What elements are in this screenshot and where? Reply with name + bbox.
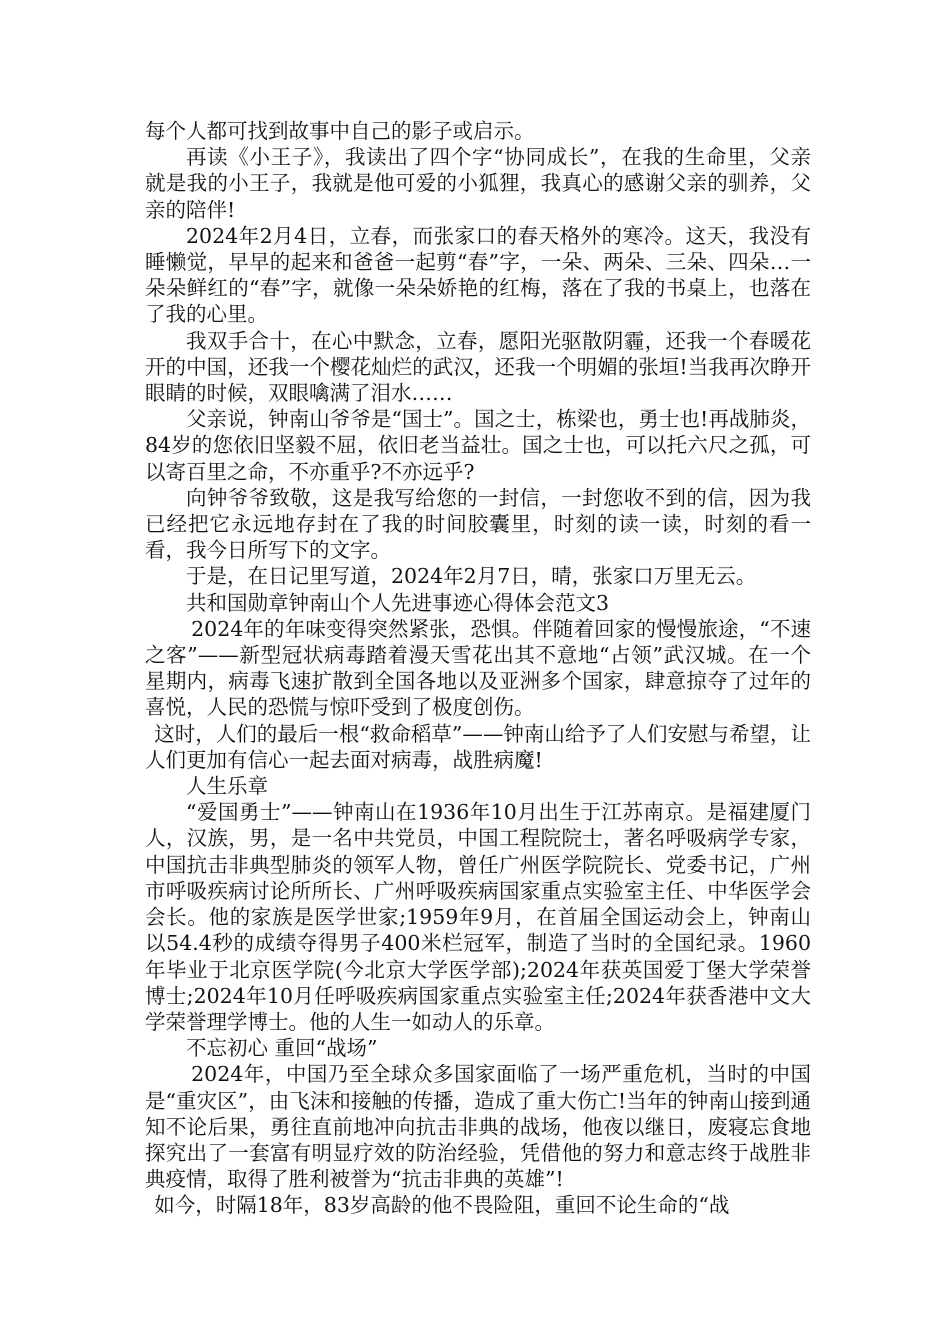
paragraph: 如今，时隔18年，83岁高龄的他不畏险阻，重回不论生命的“战 [154, 1193, 730, 1218]
section-heading: 共和国勋章钟南山个人先进事迹心得体会范文3 [186, 590, 610, 615]
paragraph: 再读《小王子》，我读出了四个字“协同成长”，在我的生命里，父亲就是我的小王子，我就是他可爱的小狐狸，我真心的感谢父亲的驯养，父亲的陪伴! [145, 145, 811, 222]
paragraph: 我双手合十，在心中默念，立春，愿阳光驱散阴霾，还我一个春暖花开的中国，还我一个樱花灿烂的武汉，还我一个明媚的张垣!当我再次睁开眼睛的时候，双眼噙满了泪水…… [145, 328, 811, 406]
subheading: 人生乐章 [186, 774, 268, 799]
paragraph: “爱国勇士”——钟南山在1936年10月出生于江苏南京。是福建厦门人，汉族，男，是一名中共党员，中国工程院院士，著名呼吸病学专家，中国抗击非典型肺炎的领军人物，曾任广州医学院院长、党委书记，广州市呼吸疾病讨论所所长、广州呼吸疾病国家重点实验室主任、中华医学会会长。他的家族是医学世家;1959年9月，在首届全国运动会上，钟南山以54.4秒的成绩夺得男子400米栏冠军，制造了当时的全国纪录。1960年毕业于北京医学院(今北京大学医学部);2024年获英国爱丁堡大学荣誉博士;2024年10月任呼吸疾病国家重点实验室主任;2024年获香港中文大学荣誉理学博士。他的人生一如动人的乐章。 [145, 800, 811, 1034]
document-body [145, 118, 811, 1219]
paragraph: 父亲说，钟南山爷爷是“国士”。国之士，栋梁也，勇士也!再战肺炎，84岁的您依旧坚毅不屈，依旧老当益壮。国之士也，可以托六尺之孤，可以寄百里之命，不亦重乎?不亦远乎? [145, 407, 811, 484]
paragraph: 这时，人们的最后一根“救命稻草”——钟南山给予了人们安慰与希望，让人们更加有信心一起去面对病毒，战胜病魔! [145, 721, 811, 772]
paragraph: 于是，在日记里写道，2024年2月7日，晴，张家口万里无云。 [186, 564, 757, 589]
subheading: 不忘初心 重回“战场” [186, 1036, 378, 1061]
paragraph: 每个人都可找到故事中自己的影子或启示。 [145, 119, 535, 143]
paragraph: 2024年的年味变得突然紧张，恐惧。伴随着回家的慢慢旅途，“不速之客”——新型冠状病毒踏着漫天雪花出其不意地“占领”武汉城。在一个星期内，病毒飞速扩散到全国各地以及亚洲多个国家，肆意掠夺了过年的喜悦，人民的恐慌与惊吓受到了极度创伤。 [145, 616, 811, 720]
paragraph: 向钟爷爷致敬，这是我写给您的一封信，一封您收不到的信，因为我已经把它永远地存封在了我的时间胶囊里，时刻的读一读，时刻的看一看，我今日所写下的文字。 [145, 485, 811, 563]
paragraph: 2024年，中国乃至全球众多国家面临了一场严重危机，当时的中国是“重灾区”，由飞沫和接触的传播，造成了重大伤亡!当年的钟南山接到通知不论后果，勇往直前地冲向抗击非典的战场，他夜以继日，废寝忘食地探究出了一套富有明显疗效的防治经验，凭借他的努力和意志终于战胜非典疫情，取得了胜利被誉为“抗击非典的英雄”! [145, 1062, 811, 1192]
paragraph: 2024年2月4日，立春，而张家口的春天格外的寒冷。这天，我没有睡懒觉，早早的起来和爸爸一起剪“春”字，一朵、两朵、三朵、四朵…一朵朵鲜红的“春”字，就像一朵朵娇艳的红梅，落在了我的书桌上，也落在了我的心里。 [145, 223, 811, 327]
